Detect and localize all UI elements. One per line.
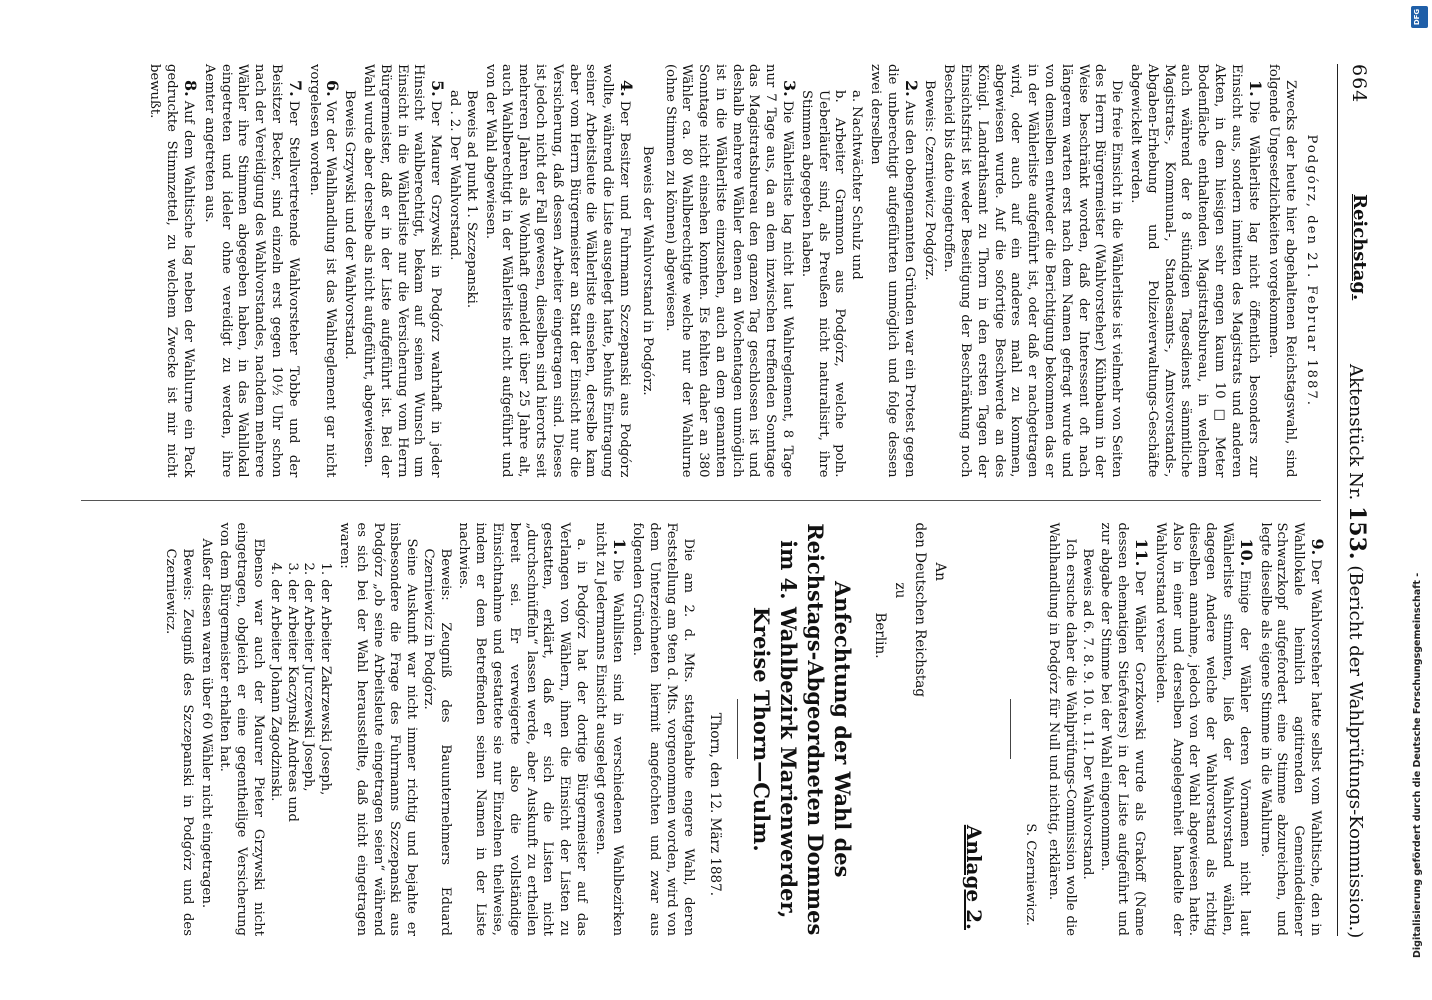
address-zu: zu: [891, 582, 908, 599]
digitization-credit: [1412, 30, 1426, 970]
point-10: 10.Einige der Wähler deren Vornamen nicht laut Wählerliste stimmten, ließ der Wahlvorstand wählen, dagegen Andere welche der Wahlvorstand als richtig dieselben annahme, jedoch von der Wahl abgewiesen hatte. Also in einer und derselben Angelegenheit handelte der Wahlvorstand verschieden.: [1152, 522, 1256, 936]
point-3: 3.Die Wählerliste lag nicht laut Wahlreglement, 8 Tage nur 7 Tage aus, da an dem inzwischen treffenden Sonntage das Magistratsbureau den ganzen Tag geschlossen ist und deshalb mehrere Wähler denen an Wochentagen unmöglich ist in die Wählerliste einzusehen, auch an dem genannten Sonntage nicht einsehen konnten. Es fehlten daher an 380 Wähler ca. 80 Wahlberechtigte welche nur der Wahlurne (ohne Stimmen zu können) abgewiesen.: [662, 64, 800, 478]
signature: S. Czerniewicz.: [1023, 823, 1039, 926]
list-item: 3. der Arbeiter Kaczynski Andreas und: [284, 562, 300, 822]
closing-request: Ich ersuche daher die Wahlprüfungs-Commission wolle die Wahlhandlung in Podgórz für Null und nichtig, erklären.: [1046, 522, 1078, 936]
appendix-heading: Anlage 2.: [962, 824, 987, 930]
point-9: 9.Der Wahlvorsteher hatte selbst vom Wahltische, den in Wahllokale heimlich agitirenden Gemeindediener Schwarzkopf aufgefordert eine Stimme abzureichen, und legte dieselbe als eigene Stimme in die Wahlurne.: [1257, 522, 1327, 936]
point-2a: a. Nachtwächter Schulz und: [849, 90, 865, 280]
address-block: [870, 523, 950, 937]
page-header: [1337, 64, 1376, 939]
address-reichstag: den Deutschen Reichstag: [911, 522, 928, 697]
left-column: [63, 64, 1325, 478]
address-an: An: [931, 562, 948, 581]
point-11: 11.Der Wähler Gorzkowski wurde als Grakoff (Name dessen ehematigen Stiefvaters) in der Liste aufgeführt und zur abgabe der Stimme bei der Wahl eingenommen.: [1098, 522, 1152, 936]
point-1-continued: Die freie Einsicht in die Wählerliste ist vielmehr von Seiten des Herrn Bürgermeister (Wahlvorsteher) Kühnbaum in der Weise beschränkt worden, daß der Interessent oft nach längerem warten erst nach dem Namen gefragt wurde und von demselben entweder die Berichtigung bekommen das er in der Wählerliste aufgeführt ist, oder daß er nachgetragen wird, oder auch auf ein anderes mahl zu kommen, abgewiesen wurde. Auf die sofortige Beschwerde an des Königl. Landrathsamt zu Thorn in den ersten Tagen der Einsichtsfrist ist weder Beseitigung der Beschränkung noch Bescheid bis dato eingetroffen.: [941, 64, 1125, 478]
list-item: 1. der Arbeiter Zakrzewski Joseph,: [318, 562, 334, 796]
appendix-point-1-continued: Seine Auskunft war nicht immer richtig und bejahte er insbesondere die Frage des Fuhrmanns Szczepanski aus Podgórz „ob seine Arbeitsleute eingetragen seien“ während es sich bei der Wahl herausstellte, daß nicht eingetragen waren:: [336, 522, 420, 936]
appendix-point-1a: a. in Podgórz hat der dortige Bürgermeister auf das Verlangen von Wählern, ihnen die Einsicht der Listen zu gestatten, erklärt, daß er sich die Listen nicht „durchschnüffeln“ lassen werde, aber Auskunft zu ertheilen bereit sei. Er verweigerte also die vollständige Einsichtnahme und gestattete sie nur Einzelnen theilweise, indem er dem Betreffenden seinen Namen in der Liste nachwies.: [456, 522, 590, 936]
list-item: 2. der Arbeiter Jurczewski Joseph,: [301, 562, 317, 792]
point-2: 2.Aus den obengenannten Gründen war ein Protest gegen die unberechtigt aufgeführten unmöglich und folge dessen zwei derselben: [868, 64, 921, 478]
point-6: 6.Vor der Wahlhandlung ist das Wahlreglement gar nicht vorgelesen worden.: [306, 64, 343, 478]
point-1: 1.Die Wählerliste lag nicht öffentlich besonders zur Einsicht aus, sondern inmitten des Magistrats und anderen Akten, in dem hiesigen sehr engen kaum 10 □ Meter Bodenfläche enthaltenden Magistratsbureau, in welchem auch während der 8 stündigen Tagesdienst sämmtliche Magistrats-, Kommunal-, Standesamts-, Amtsvorstands-, Abgaben-Erhebung und Polizeiverwaltungs-Geschäfte abgewickelt werden.: [1128, 64, 1265, 478]
list-item: 4. der Arbeiter Johann Zagodzinski.: [267, 562, 283, 802]
header-right-title: [1344, 364, 1370, 938]
point-5: 5.Der Maurer Grzywski in Podgórz wahrhaft in jeder Hinsicht wahlberechtigt, bekam auf seinen Wunsch um Einsicht in die Wählerliste nur die Versicherung vom Herrn Bürgermeister, daß er in der Liste aufgeführt ist. Bei der Wahl wurde aber derselbe als nicht aufgeführt, abgewiesen.: [360, 64, 448, 478]
point-4-evidence-1: Beweis ad punkt 1. Szczepanski.: [463, 90, 479, 309]
intro-paragraph: Zwecks der heute hier abgehaltenen Reichstagswahl, sind folgende Ungesetzlichkeiten vorgekommen.: [1266, 64, 1299, 478]
appendix-title: Anfechtung der Wahl des Reichstags-Abgeordneten Dommes im 4. Wahlbezirk Marienwerder, Kreise Thorn—Culm.: [748, 523, 855, 936]
aktenstueck-number: 153.: [1344, 506, 1370, 560]
point-11-evidence: Beweis ad 6. 7. 8. 9. 10. u. 11. Der Wahlvorstand.: [1079, 548, 1095, 880]
right-column: [63, 523, 1325, 937]
address-berlin: Berlin.: [871, 612, 888, 659]
header-left-title: Reichstag.: [1349, 194, 1370, 301]
point-2b: b. Arbeiter Grammon aus Podgórz, welche poln. Ueberläufer sind, als Preußen nicht naturalisirt, ihre Stimmen abgegeben haben.: [798, 90, 848, 478]
appendix-point-1-others: Außer diesen waren über 60 Wähler nicht eingetragen.: [198, 538, 214, 909]
page-number: 664: [1348, 64, 1370, 104]
appendix-intro: Die am 2. d. Mts. stattgehabte engere Wahl, deren Feststellung am 9ten d. Mts. vorgenommen worden, wird von dem Unterzeichneten hiermit angefochten und zwar aus folgenden Gründen.: [630, 522, 696, 936]
digitization-credit-text: Digitalisierung gefördert durch die Deutsche Forschungsgemeinschaft -: [1412, 572, 1423, 958]
appendix-point-1-maurer: Ebenso war auch der Maurer Pieter Grzywski nicht eingetragen, obgleich er eine gegentheilige Versicherung von dem Bürgermeister erhalten hat.: [217, 522, 266, 936]
point-7: 7.Der Stellvertretende Wahlvorsteher Tobbe und der Beisitzer Becker, sind einzeln erst gegen 10½ Uhr schon nach der Vereidigung des Wahlvorstandes, nachdem mehrere Wähler ihre Stimmen abgegeben haben, in das Wahllokal eingetreten und ideler ohne vereidigt zu werden, ihre Aemter angetreten aus.: [201, 64, 305, 478]
column-divider: [81, 500, 1321, 501]
point-1-evidence: Beweis: Czerniewicz Podgórz.: [922, 80, 938, 281]
point-5-evidence: Beweis Grzywski und der Wahlvorstand.: [342, 90, 358, 360]
appendix-point-1-evidence: Beweis: Zeugniß des Bauunternehmers Eduard Czerniewicz in Podgórz.: [420, 548, 453, 936]
appendix-date: Thorn, den 12. März 1887.: [706, 712, 723, 896]
point-3-evidence: Beweis der Wahlvorstand in Podgórz.: [639, 145, 655, 396]
title-rule: [737, 699, 738, 759]
document-page: [36, 30, 1396, 970]
point-4-evidence-2: ad . 2. Der Wahlvorstand.: [446, 90, 462, 261]
appendix-point-1-final-evidence: Beweis: Zeugniß des Szczepanski in Podgórz und des Czerniewicz.: [162, 548, 195, 936]
place-date: Podgórz, den 21. Februar 1887.: [1304, 134, 1319, 407]
point-4: 4.Der Besitzer und Fuhrmann Szczepanski aus Podgórz wollte, während die Liste ausgelegt hatte, behufs Eintragung seiner Arbeitsleute die Wählerliste einsehen, derselbe kam aber vom Herrn Bürgermeister an Statt der Einsicht nur die Versicherung, daß dessen Arbeiter eingetragen sind. Dieses ist jedoch nicht der Fall gewesen, dieselben sind hierorts seit mehreren Jahren als Wohnhaft gemeldet über 25 Jahre alt, auch Wahlberechtigt in der Wählerliste nicht aufgeführt und von der Wahl abgewiesen.: [482, 64, 636, 478]
point-8: 8.Auf dem Wahltische lag neben der Wahlurne ein Pack gedruckte Stimmzettel, zu welchem Zwecke ist mir nicht bewußt.: [147, 64, 200, 478]
section-rule: [1010, 699, 1011, 759]
aktenstueck-label: Aktenstück Nr.: [1345, 364, 1366, 501]
appendix-point-1: 1.Die Wahllisten sind in verschiedenen Wahlbezirken nicht zu Jedermanns Einsicht ausgelegt gewesen.: [592, 522, 629, 936]
commission-title: (Bericht der Wahlprüfungs-Kommission.): [1345, 565, 1366, 939]
dfg-logo: DFG: [1411, 6, 1428, 28]
